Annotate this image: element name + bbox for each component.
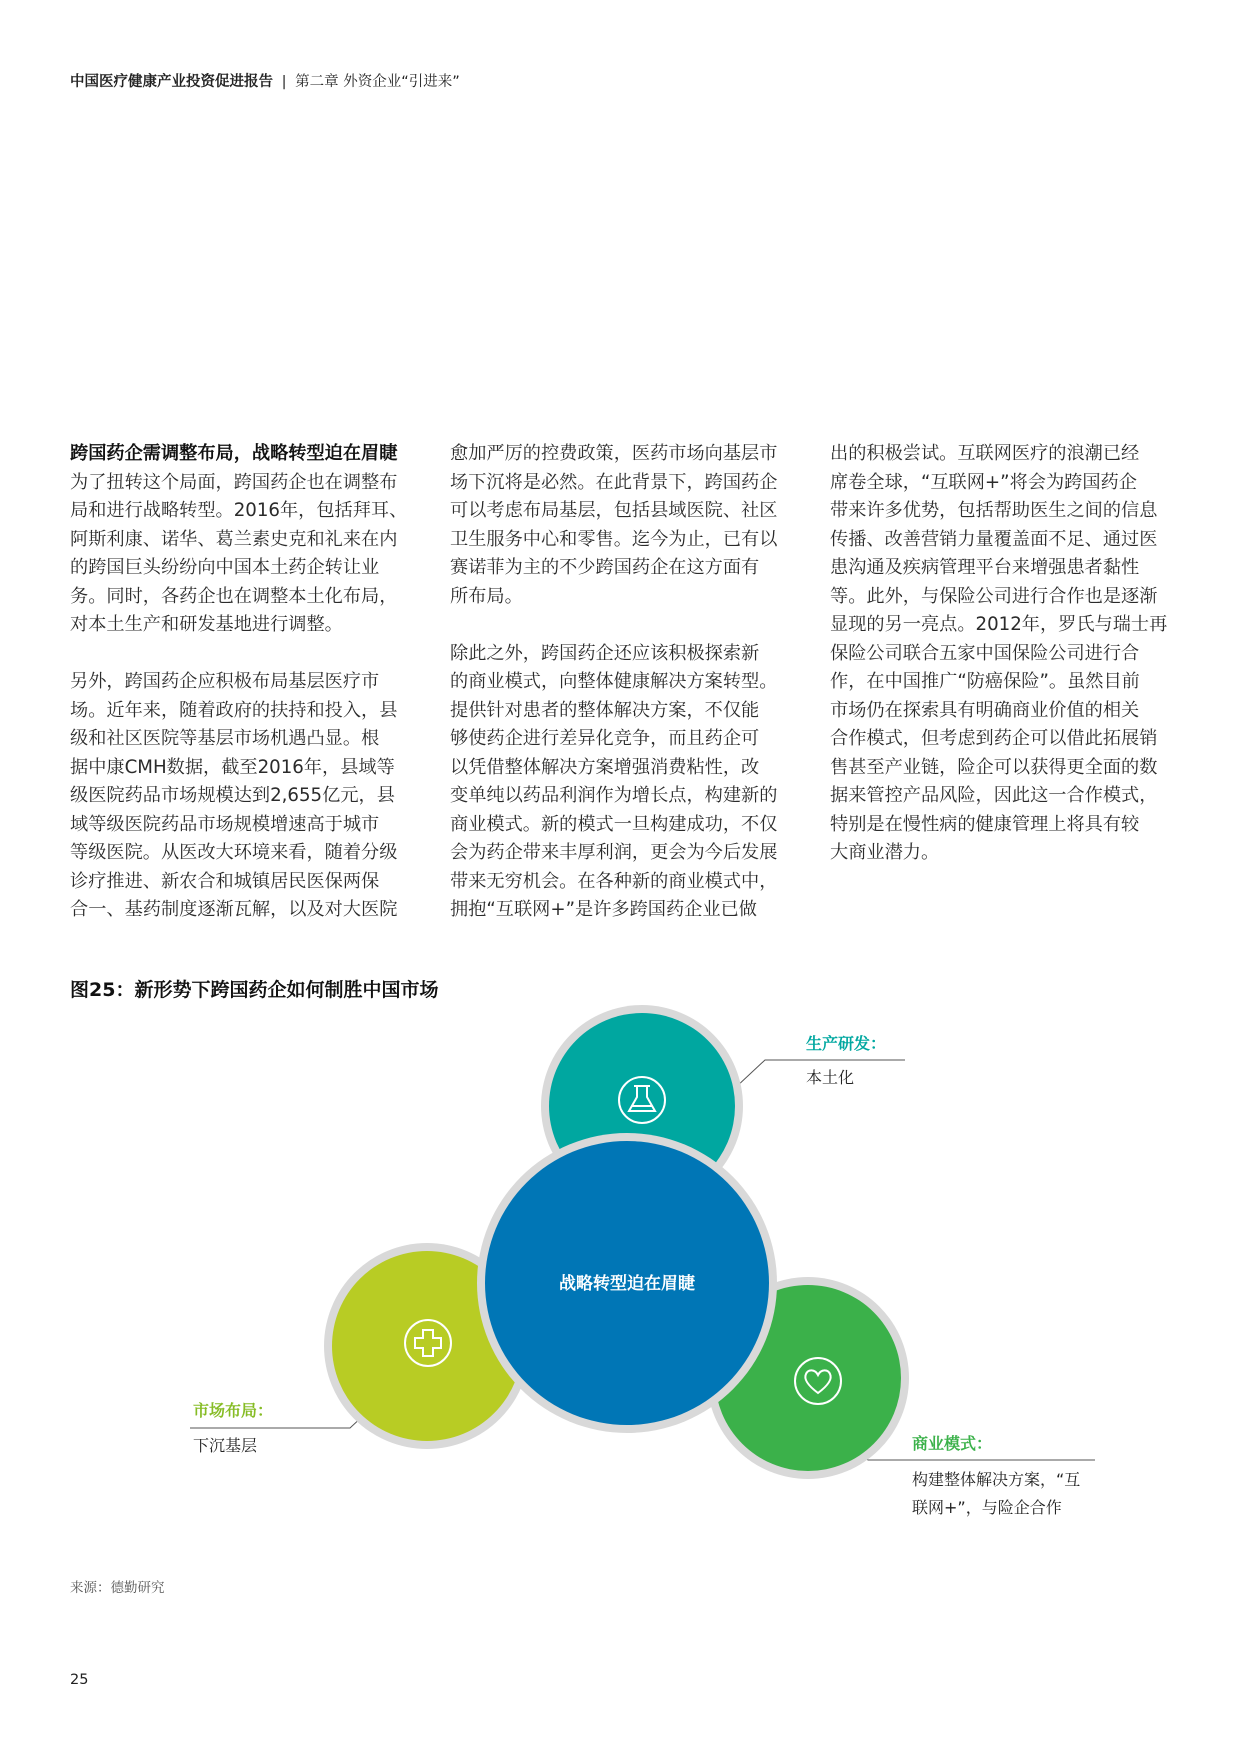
market-label-text: 下沉基层: [193, 1436, 258, 1455]
header-separator: |: [281, 74, 287, 90]
business-label-text-2: 联网+”，与险企合作: [912, 1498, 1062, 1517]
center-label: 战略转型迫在眉睫: [559, 1274, 695, 1294]
rd-label-title: 生产研发：: [806, 1034, 887, 1053]
paragraph: 另外，跨国药企应积极布局基层医疗市 场。近年来，随着政府的扶持和投入，县 级和社区医院等基层市场机遇凸显。根 据中康CMH数据，截至2016年，县域等 级医院药品市场规模达到2,655亿元，县 域等级医院药品市场规模增速高于城市 等级医院。从医改大环境来看，随着分级 诊疗推进、新农合和城镇居民医保两保 合一、基药制度逐渐瓦解，以及对大医院: [70, 671, 398, 920]
rd-label-text: 本土化: [806, 1068, 855, 1087]
strategy-diagram: [0, 1000, 1240, 1540]
figure-title: 图25：新形势下跨国药企如何制胜中国市场: [70, 979, 439, 1001]
text-column-2: [450, 440, 795, 925]
source-note: 来源：德勤研究: [70, 1580, 165, 1596]
page-header: [70, 70, 460, 91]
paragraph: 除此之外，跨国药企还应该积极探索新 的商业模式，向整体健康解决方案转型。 提供针对患者的整体解决方案，不仅能 够使药企进行差异化竞争，而且药企可 以凭借整体解决方案增强消费粘性，改 变单纯以药品利润作为增长点，构建新的 商业模式。新的模式一旦构建成功，不仅 会为药企带来丰厚利润，更会为今后发展 带来无穷机会。在各种新的商业模式中， 拥抱“互联网+”是许多跨国药企业已做: [450, 642, 778, 920]
chapter-title: 第二章 外资企业“引进来”: [295, 74, 460, 90]
section-heading: 跨国药企需调整布局，战略转型迫在眉睫: [70, 443, 398, 464]
business-label-text-1: 构建整体解决方案，“互: [912, 1470, 1081, 1489]
text-column-1: [70, 440, 415, 925]
paragraph: 出的积极尝试。互联网医疗的浪潮已经 席卷全球，“互联网+”将会为跨国药企 带来许多优势，包括帮助医生之间的信息 传播、改善营销力量覆盖面不足、通过医 患沟通及疾病管理平台来增强患者黏性 等。此外，与保险公司进行合作也是逐渐 显现的另一亮点。2012年，罗氏与瑞士再 保险公司联合五家中国保险公司进行合 作，在中国推广“防癌保险”。虽然目前 市场仍在探索具有明确商业价值的相关 合作模式，但考虑到药企可以借此拓展销 售甚至产业链，险企可以获得更全面的数 据来管控产品风险，因此这一合作模式， 特别是在慢性病的健康管理上将具有较 大商业潜力。: [830, 443, 1168, 863]
text-column-3: [830, 440, 1175, 868]
paragraph: 愈加严厉的控费政策，医药市场向基层市 场下沉将是必然。在此背景下，跨国药企 可以考虑布局基层，包括县域医院、社区 卫生服务中心和零售。迄今为止，已有以 赛诺菲为主的不少跨国药企在这方面有 所布局。: [450, 443, 778, 607]
market-label-title: 市场布局：: [193, 1401, 274, 1420]
page-number: 25: [70, 1672, 89, 1688]
paragraph: 为了扭转这个局面，跨国药企也在调整布 局和进行战略转型。2016年，包括拜耳、 阿斯利康、诺华、葛兰素史克和礼来在内 的跨国巨头纷纷向中国本土药企转让业 务。同时，各药企也在调整本土化布局， 对本土生产和研发基地进行调整。: [70, 471, 408, 635]
business-label-title: 商业模式：: [912, 1434, 993, 1453]
report-title: 中国医疗健康产业投资促进报告: [70, 74, 273, 90]
